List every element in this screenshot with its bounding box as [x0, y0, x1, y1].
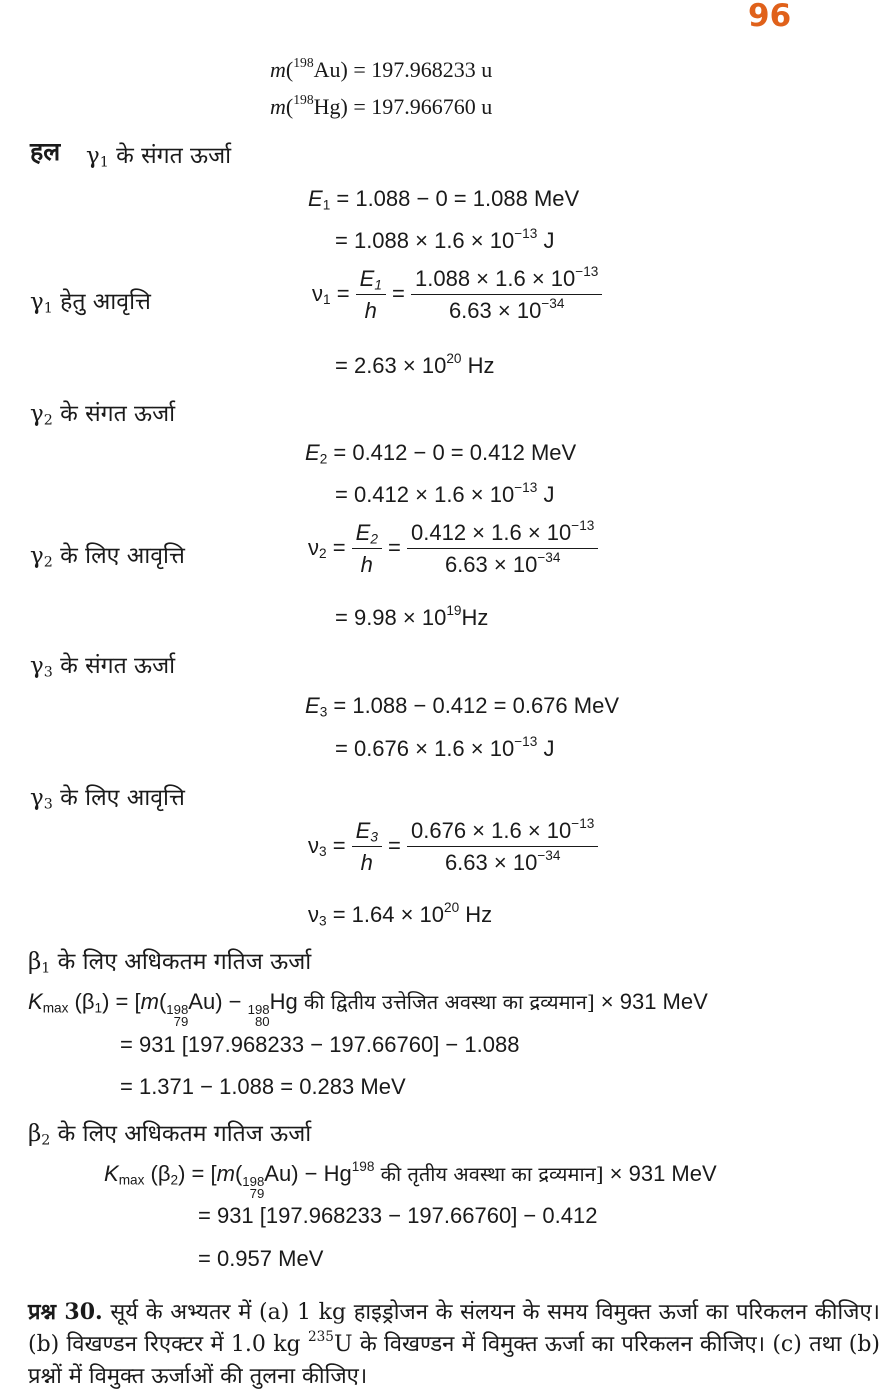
- gamma2-result: = $9.98 \times 10^{19}Hz$: [335, 602, 489, 630]
- gamma2-energy-line2: = $0.412 \times 1.6 \times 10^{-13}$ J: [335, 479, 555, 507]
- question-30-part2: के विखण्डन में विमुक्त ऊर्जा का परिकलन कीजिए। (c) तथा (b) प्रश्नों में विमुक्त ऊर्जाओं की तुलना कीजिए।: [28, 1332, 880, 1389]
- beta2-label: $\beta_2$ के लिए अधिकतम गतिज ऊर्जा: [28, 1121, 312, 1149]
- gamma3-result: $\nu_3 = 1.64 \times 10^{20}$ Hz: [308, 899, 493, 929]
- gamma3-frequency: $\nu_3$ = $\frac{E_3}{h}$ = $\frac{0.676 \times 1.6 \times 10^{-13}}{6.63 \times 10^{-34}}$: [308, 818, 598, 876]
- beta2-line3: = 0.957 MeV: [198, 1246, 324, 1271]
- gamma2-frequency: $\nu_2$ = $\frac{E_2}{h}$ = $\frac{0.412 \times 1.6 \times 10^{-13}}{6.63 \times 10^{-34}}$: [308, 520, 598, 578]
- gamma3-freq-label: $\gamma_3$ के लिए आवृत्ति: [30, 785, 185, 813]
- beta1-label: $\beta_1$ के लिए अधिकतम गतिज ऊर्जा: [28, 949, 312, 977]
- mass-au: m($^{198}$Au) = 197.968233 u: [270, 54, 493, 82]
- gamma2-energy-label: $\gamma_2$ के संगत ऊर्जा: [30, 401, 176, 429]
- page-number: 96: [748, 0, 792, 34]
- question-30-number: प्रश्न 30.: [28, 1299, 103, 1325]
- mass-hg: m($^{198}$Hg) = 197.966760 u: [270, 91, 493, 119]
- beta1-hindi: की द्वितीय उत्तेजित अवस्था का द्रव्यमान]: [303, 990, 595, 1014]
- beta1-line3: = 1.371 − 1.088 = 0.283 MeV: [120, 1074, 406, 1099]
- gamma1-result: = $2.63 \times 10^{20}$ Hz: [335, 350, 495, 378]
- solution-label: हल: [30, 137, 61, 166]
- question-30-part1: सूर्य के अभ्यतर में (a) 1 kg हाइड्रोजन के संलयन के समय विमुक्त ऊर्जा का परिकलन कीजिए। (b) विखण्डन रिएक्टर में 1.0 kg: [28, 1300, 880, 1357]
- gamma1-energy-label: $\gamma_1$ के संगत ऊर्जा: [86, 143, 232, 171]
- gamma1-frequency: $\nu_1$ = $\frac{E_1}{h}$ = $\frac{1.088 \times 1.6 \times 10^{-13}}{6.63 \times 10^{-34}}$: [312, 266, 602, 324]
- beta1-kmax-line: $K_{max}$ $(\beta_1) = [m$( 198 79 Au) − 198 80 Hg की द्वितीय उत्तेजित अवस्था का द्रव्यमान] × 931 MeV: [28, 989, 708, 1030]
- question-30-isotope-symbol: U: [333, 1332, 353, 1357]
- gamma3-energy-line2: = $0.676 \times 1.6 \times 10^{-13}$ J: [335, 733, 555, 761]
- gamma1-energy-line2: = $1.088 \times 1.6 \times 10^{-13}$ J: [335, 225, 555, 253]
- beta1-tail: × 931 MeV: [600, 989, 708, 1014]
- gamma1-freq-label: $\gamma_1$ हेतु आवृत्ति: [30, 289, 151, 317]
- question-30-isotope-mass: 235: [307, 1328, 334, 1345]
- gamma3-energy-line1: $E_3 = 1.088 - 0.412 = 0.676$ MeV: [305, 693, 619, 720]
- beta2-tail: × 931 MeV: [609, 1161, 717, 1186]
- question-30: [28, 1296, 880, 1393]
- gamma2-energy-line1: $E_2 = 0.412 - 0 = 0.412$ MeV: [305, 440, 577, 467]
- gamma2-freq-label: $\gamma_2$ के लिए आवृत्ति: [30, 543, 185, 571]
- beta2-line2: = 931 [197.968233 − 197.66760] − 0.412: [198, 1203, 598, 1228]
- gamma3-energy-label: $\gamma_3$ के संगत ऊर्जा: [30, 653, 176, 681]
- beta2-hindi: की तृतीय अवस्था का द्रव्यमान]: [380, 1162, 604, 1186]
- gamma1-energy-line1: $E_1 = 1.088 - 0 = 1.088$ MeV: [308, 186, 580, 213]
- beta1-line2: = 931 [197.968233 − 197.66760] − 1.088: [120, 1032, 520, 1057]
- beta2-kmax-line: $K_{max}$ $(\beta_2) = [m$( 198 79 $Au) - Hg^{198}$ की तृतीय अवस्था का द्रव्यमान] × 931 MeV: [104, 1158, 717, 1202]
